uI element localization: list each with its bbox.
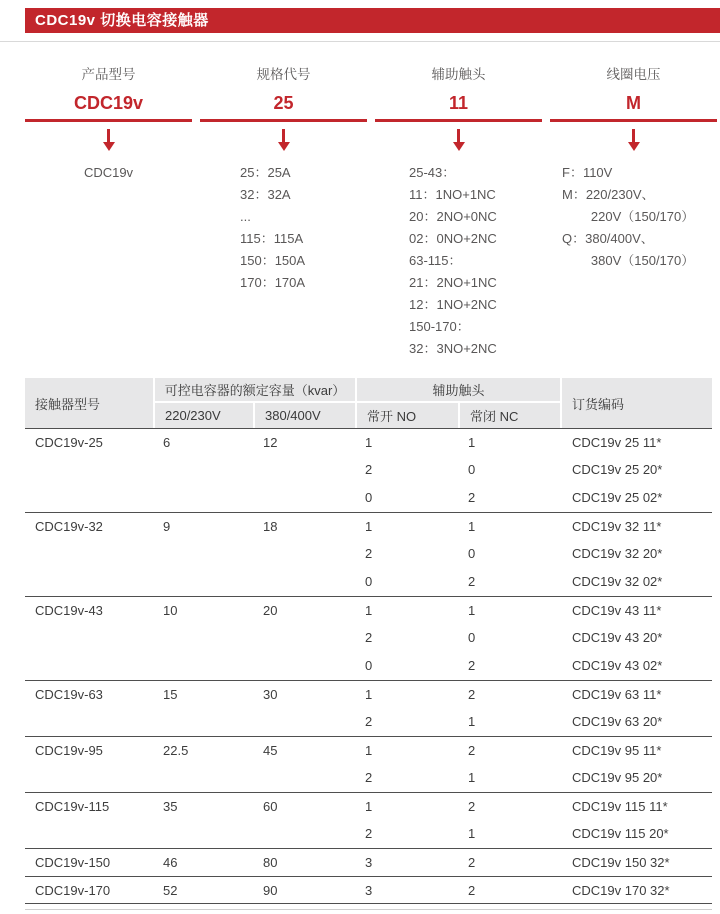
legend-line: 20：2NO+0NC <box>409 209 497 224</box>
page-title: CDC19v 切换电容接触器 <box>35 12 209 29</box>
aux-nc-cell: 2 <box>468 490 476 505</box>
header-model: 接触器型号 <box>25 378 153 428</box>
aux-nc-cell: 2 <box>458 736 560 764</box>
legend-line: Q：380/400V、 <box>562 231 654 246</box>
legend-line: 12：1NO+2NC <box>409 297 497 312</box>
aux-no-cell: 3 <box>355 848 458 876</box>
arrow-wrap <box>375 122 542 160</box>
kvar-220-230-cell: 22.5 <box>153 736 253 792</box>
aux-nc-cell: 2 <box>458 848 560 876</box>
order-code-cell: CDC19v 43 20* <box>572 630 663 645</box>
aux-nc-cell: 2 <box>458 876 560 904</box>
order-code-cell: CDC19v 25 11* <box>560 428 712 456</box>
order-code-cell: CDC19v 63 11* <box>560 680 712 708</box>
order-code-cell: CDC19v 95 11* <box>560 736 712 764</box>
aux-nc-cell: 1 <box>458 512 560 540</box>
kvar-380-400-cell: 80 <box>253 848 355 876</box>
order-code-cell: CDC19v 32 20* <box>572 546 663 561</box>
page-bottom-line <box>25 909 712 910</box>
legend-line: CDC19v <box>83 165 134 180</box>
table-row <box>25 736 712 764</box>
aux-no-cell: 1 <box>355 792 458 820</box>
aux-no-cell: 1 <box>355 736 458 764</box>
kvar-380-400-cell: 18 <box>253 512 355 596</box>
model-designation-diagram <box>25 66 717 360</box>
table-row <box>25 512 712 540</box>
order-code-cell: CDC19v 150 32* <box>560 848 712 876</box>
arrow-wrap <box>25 122 192 160</box>
aux-nc-cell: 1 <box>458 428 560 456</box>
legend-line: F：110V <box>562 165 613 180</box>
aux-no-cell: 1 <box>355 680 458 708</box>
arrow-wrap <box>200 122 367 160</box>
aux-nc-cell: 2 <box>468 658 476 673</box>
kvar-220-230-cell: 35 <box>153 792 253 848</box>
legend-line: 170：170A <box>240 275 306 290</box>
designation-column-spec-code <box>200 66 367 360</box>
header-aux-no: 常开 NO <box>355 403 458 428</box>
model-cell: CDC19v-43 <box>25 596 153 680</box>
order-code-cell: CDC19v 170 32* <box>560 876 712 904</box>
designation-code: 25 <box>273 93 294 113</box>
legend-line: 25-43： <box>409 165 456 180</box>
order-code-cell: CDC19v 43 02* <box>572 658 663 673</box>
order-code-cell: CDC19v 115 20* <box>572 826 669 841</box>
model-cell: CDC19v-63 <box>25 680 153 736</box>
designation-column-product-model <box>25 66 192 360</box>
designation-column-title: 线圈电压 <box>606 67 661 82</box>
aux-nc-cell: 0 <box>468 546 476 561</box>
aux-no-cell: 2 <box>365 714 373 729</box>
kvar-220-230-cell: 15 <box>153 680 253 736</box>
arrow-wrap <box>550 122 717 160</box>
aux-no-cell: 0 <box>365 658 373 673</box>
designation-column-coil-voltage <box>550 66 717 360</box>
order-code-cell: CDC19v 25 02* <box>572 490 663 505</box>
designation-legend <box>375 162 542 360</box>
table-row <box>25 596 712 624</box>
aux-no-cell: 2 <box>365 630 373 645</box>
aux-nc-cell: 0 <box>468 630 476 645</box>
table-row <box>25 876 712 904</box>
kvar-220-230-cell: 52 <box>153 876 253 904</box>
spec-table-header <box>25 378 712 428</box>
down-arrow-icon <box>628 129 640 151</box>
aux-nc-cell: 2 <box>458 680 560 708</box>
header-aux-group: 辅助触头 <box>355 378 560 403</box>
kvar-220-230-cell: 6 <box>153 428 253 512</box>
spec-table <box>25 378 712 904</box>
designation-legend <box>550 162 717 272</box>
aux-nc-cell: 1 <box>468 714 476 729</box>
legend-line: 25：25A <box>240 165 291 180</box>
header-divider-line <box>0 41 720 42</box>
aux-nc-cell: 2 <box>458 792 560 820</box>
header-aux-nc: 常闭 NC <box>458 403 560 428</box>
down-arrow-icon <box>103 129 115 151</box>
header-capacity-group: 可控电容器的额定容量（kvar） <box>153 378 355 403</box>
designation-column-aux-contacts <box>375 66 542 360</box>
order-code-cell: CDC19v 63 20* <box>572 714 663 729</box>
aux-no-cell: 0 <box>365 574 373 589</box>
designation-code: 11 <box>448 93 469 113</box>
aux-no-cell: 0 <box>365 490 373 505</box>
legend-line: 220V（150/170） <box>562 209 695 224</box>
model-cell: CDC19v-32 <box>25 512 153 596</box>
legend-line: 02：0NO+2NC <box>409 231 497 246</box>
header-order-code: 订货编码 <box>560 378 712 428</box>
model-cell: CDC19v-170 <box>25 876 153 904</box>
designation-column-title: 产品型号 <box>81 67 136 82</box>
spec-table-section <box>25 378 712 904</box>
designation-column-title: 辅助触头 <box>431 67 486 82</box>
aux-nc-cell: 1 <box>468 770 476 785</box>
model-cell: CDC19v-95 <box>25 736 153 792</box>
model-cell: CDC19v-25 <box>25 428 153 512</box>
aux-nc-cell: 1 <box>468 826 476 841</box>
order-code-cell: CDC19v 32 11* <box>560 512 712 540</box>
kvar-380-400-cell: 90 <box>253 876 355 904</box>
legend-line: 63-115： <box>409 253 462 268</box>
kvar-380-400-cell: 20 <box>253 596 355 680</box>
legend-line: ... <box>240 209 251 224</box>
aux-no-cell: 2 <box>365 546 373 561</box>
legend-line: M：220/230V、 <box>562 187 655 202</box>
spec-table-body <box>25 428 712 904</box>
designation-code: M <box>626 93 641 113</box>
table-row <box>25 428 712 456</box>
aux-no-cell: 2 <box>365 462 373 477</box>
table-row <box>25 848 712 876</box>
page-title-bar <box>25 8 720 33</box>
model-cell: CDC19v-150 <box>25 848 153 876</box>
kvar-220-230-cell: 10 <box>153 596 253 680</box>
kvar-380-400-cell: 45 <box>253 736 355 792</box>
kvar-380-400-cell: 60 <box>253 792 355 848</box>
designation-code: CDC19v <box>73 93 144 113</box>
legend-line: 32：32A <box>240 187 291 202</box>
legend-line: 32：3NO+2NC <box>409 341 497 356</box>
kvar-380-400-cell: 30 <box>253 680 355 736</box>
header-capacity-380: 380/400V <box>253 403 355 428</box>
legend-line: 115：115A <box>240 231 304 246</box>
legend-line: 150：150A <box>240 253 306 268</box>
aux-no-cell: 1 <box>355 596 458 624</box>
legend-line: 380V（150/170） <box>562 253 695 268</box>
legend-line: 11：1NO+1NC <box>409 187 496 202</box>
down-arrow-icon <box>453 129 465 151</box>
legend-line: 21：2NO+1NC <box>409 275 497 290</box>
designation-column-title: 规格代号 <box>256 67 311 82</box>
aux-nc-cell: 0 <box>468 462 476 477</box>
header-capacity-220: 220/230V <box>153 403 253 428</box>
order-code-cell: CDC19v 32 02* <box>572 574 663 589</box>
order-code-cell: CDC19v 95 20* <box>572 770 663 785</box>
aux-no-cell: 2 <box>365 770 373 785</box>
table-row <box>25 792 712 820</box>
aux-no-cell: 1 <box>355 428 458 456</box>
kvar-220-230-cell: 46 <box>153 848 253 876</box>
aux-no-cell: 2 <box>365 826 373 841</box>
order-code-cell: CDC19v 43 11* <box>560 596 712 624</box>
down-arrow-icon <box>278 129 290 151</box>
aux-no-cell: 3 <box>355 876 458 904</box>
model-cell: CDC19v-115 <box>25 792 153 848</box>
table-row <box>25 680 712 708</box>
kvar-220-230-cell: 9 <box>153 512 253 596</box>
designation-legend <box>200 162 367 294</box>
designation-legend <box>25 162 192 184</box>
aux-nc-cell: 2 <box>468 574 476 589</box>
order-code-cell: CDC19v 115 11* <box>560 792 712 820</box>
kvar-380-400-cell: 12 <box>253 428 355 512</box>
aux-no-cell: 1 <box>355 512 458 540</box>
aux-nc-cell: 1 <box>458 596 560 624</box>
legend-line: 150-170： <box>409 319 470 334</box>
order-code-cell: CDC19v 25 20* <box>572 462 663 477</box>
